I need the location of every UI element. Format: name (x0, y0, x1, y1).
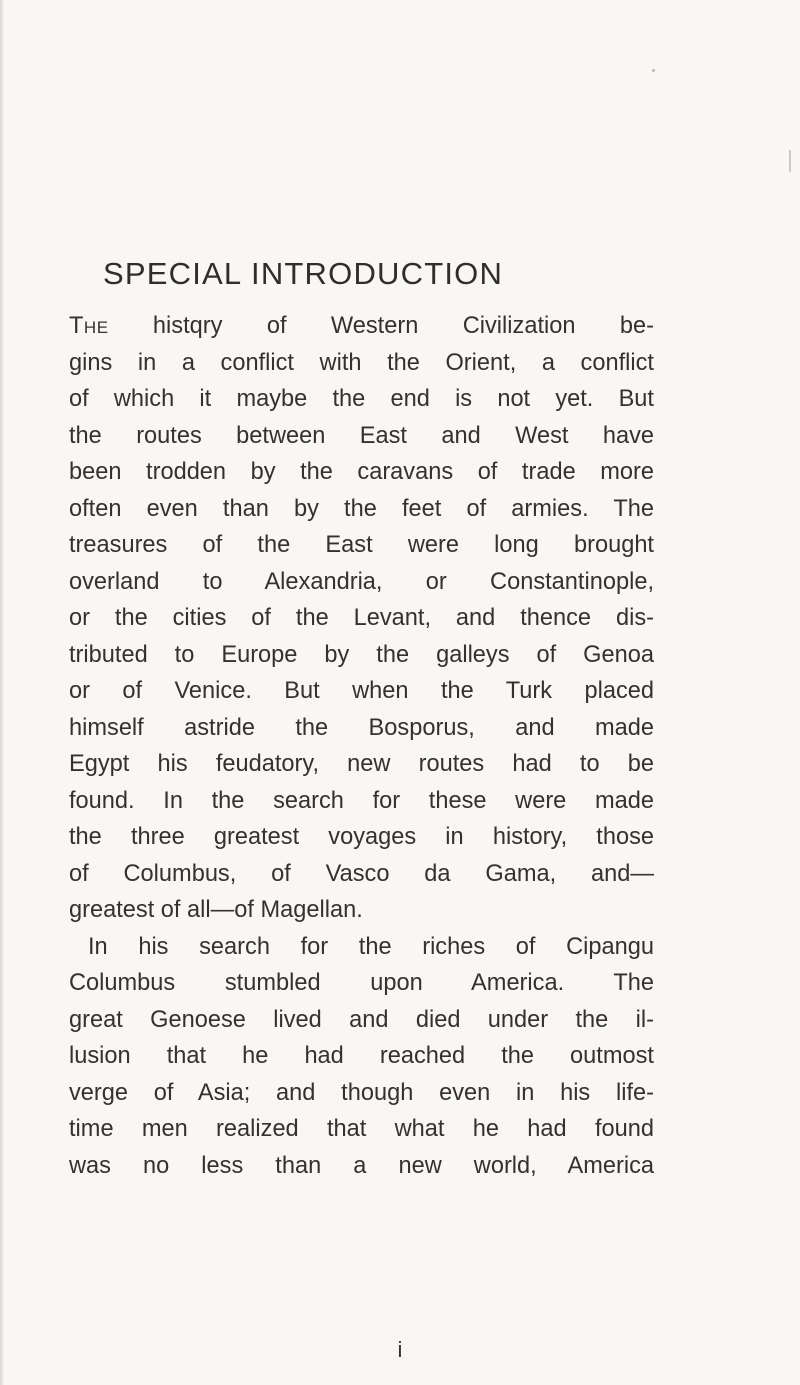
text-line-20: great Genoese lived and died under the il- (69, 1006, 654, 1033)
text-line-24: was no less than a new world, America (69, 1152, 654, 1179)
text-line-1-rest: histqry of Western Civilization be- (108, 313, 654, 339)
text-line-12: himself astride the Bosporus, and made (69, 714, 654, 741)
text-line-1 (69, 308, 654, 345)
text-line-23: time men realized that what he had found (69, 1116, 654, 1142)
text-line-22: verge of Asia; and though even in his life- (69, 1079, 654, 1106)
page-margin-mark (789, 150, 791, 172)
page-speck (652, 69, 655, 72)
text-line-19: Columbus stumbled upon America. The (69, 970, 654, 996)
text-line-8: overland to Alexandria, or Constantinople, (69, 568, 654, 595)
text-line-3: of which it maybe the end is not yet. But (69, 386, 654, 412)
text-line-5: been trodden by the caravans of trade more (69, 459, 654, 485)
text-line-11: or of Venice. But when the Turk placed (69, 678, 654, 704)
chapter-title: SPECIAL INTRODUCTION (103, 256, 504, 291)
text-line-4: the routes between East and West have (69, 422, 654, 449)
text-line-14: found. In the search for these were made (69, 787, 654, 814)
text-line-18: In his search for the riches of Cipangu (88, 933, 654, 960)
text-line-21: lusion that he had reached the outmost (69, 1043, 654, 1069)
text-line-9: or the cities of the Levant, and thence dis- (69, 605, 654, 631)
text-line-10: tributed to Europe by the galleys of Genoa (69, 641, 654, 668)
text-line-15: the three greatest voyages in history, those (69, 824, 654, 850)
drop-word: The (69, 313, 109, 339)
text-line-6: often even than by the feet of armies. The (69, 495, 654, 522)
text-line-16: of Columbus, of Vasco da Gama, and— (69, 860, 654, 887)
text-line-17: greatest of all—of Magellan. (69, 897, 363, 923)
text-line-7: treasures of the East were long brought (69, 532, 654, 558)
text-line-2: gins in a conflict with the Orient, a conflict (69, 349, 654, 376)
page-number: i (397, 1337, 403, 1362)
text-line-13: Egypt his feudatory, new routes had to be (69, 751, 654, 777)
page-edge-shadow (0, 0, 4, 1385)
body-text (69, 308, 654, 1184)
